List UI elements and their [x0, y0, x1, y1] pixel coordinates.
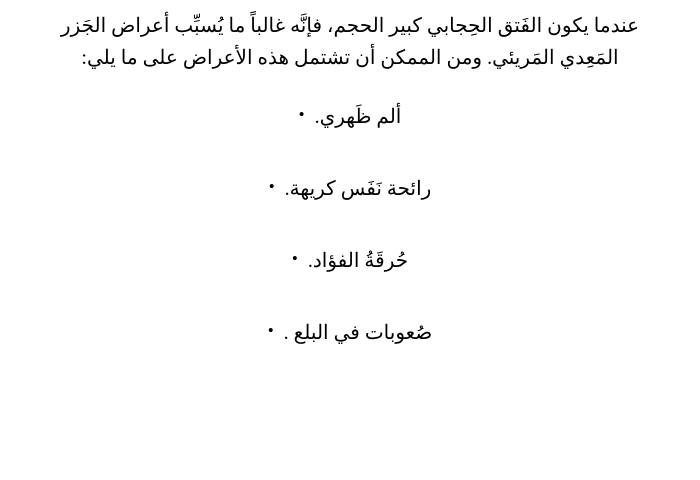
- bullet-icon: •: [291, 249, 298, 269]
- list-item-label: صُعوبات في البلع .: [283, 321, 433, 344]
- list-item: [36, 81, 664, 153]
- list-item: [36, 225, 664, 297]
- intro-paragraph: عندما يكون الفَتق الحِجابي كبير الحجم، فإنَّه غالباً ما يُسبِّب أعراض الجَزر المَعِدي المَريئي. ومن الممكن أن تشتمل هذه الأعراض على ما يلي:: [60, 15, 640, 70]
- bullet-icon: •: [298, 105, 305, 125]
- list-item: [36, 153, 664, 225]
- list-item-label: رائحة نَفَس كريهة.: [284, 177, 432, 200]
- symptoms-list: [36, 81, 664, 369]
- bullet-icon: •: [267, 321, 274, 341]
- list-item: [36, 297, 664, 369]
- list-item-label: ألم ظَهري.: [314, 105, 402, 128]
- bullet-icon: •: [268, 177, 275, 197]
- list-item-label: حُرقَةُ الفؤاد.: [307, 249, 409, 272]
